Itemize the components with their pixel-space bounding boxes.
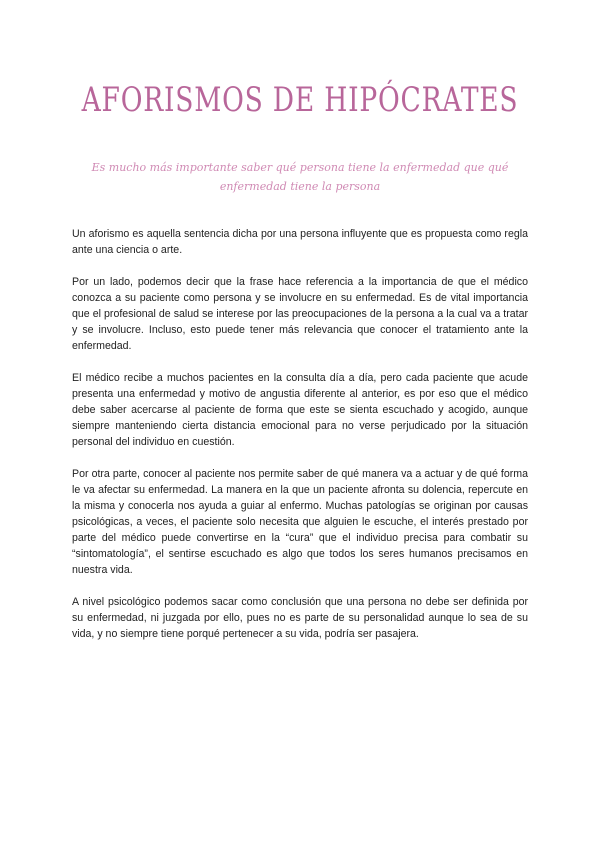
paragraph: Por un lado, podemos decir que la frase hace referencia a la importancia de que el médico conozca a su paciente como persona y se involucre en su enfermedad. Es de vital importancia que el profesional de salud se interese por las preocupaciones de la persona a la cual va a tratar y se involucre. Incluso, esto puede tener más relevancia que conocer el tratamiento ante la enfermedad.: [72, 276, 528, 352]
document-title: AFORISMOS DE HIPÓCRATES: [81, 80, 519, 120]
document-body: [72, 226, 528, 658]
document-subtitle: Es mucho más importante saber qué persona tiene la enfermedad que qué enfermedad tiene la persona: [91, 161, 509, 193]
paragraph: A nivel psicológico podemos sacar como conclusión que una persona no debe ser definida por su enfermedad, ni juzgada por ello, pues no es parte de su personalidad aunque lo sea de su vida, y no siempre tiene porqué pertenecer a su vida, podría ser pasajera.: [72, 596, 528, 640]
paragraph: El médico recibe a muchos pacientes en la consulta día a día, pero cada paciente que acude presenta una enfermedad y motivo de angustia diferente al anterior, es por eso que el médico debe saber acercarse al paciente de forma que este se sienta escuchado y acogido, aunque siempre manteniendo cierta distancia emocional para no verse perjudicado por la situación personal del individuo en cuestión.: [72, 372, 528, 448]
paragraph: Por otra parte, conocer al paciente nos permite saber de qué manera va a actuar y de qué forma le va afectar su enfermedad. La manera en la que un paciente afronta su dolencia, repercute en la misma y conocerla nos ayuda a guiar al enfermo. Muchas patologías se originan por causas psicológicas, a veces, el paciente solo necesita que alguien le escuche, el interés prestado por parte del médico puede convertirse en la “cura” que el individuo precisa para combatir su “sintomatología”, el sentirse escuchado es algo que todos los seres humanos precisamos en nuestra vida.: [72, 468, 528, 576]
paragraph: Un aforismo es aquella sentencia dicha por una persona influyente que es propuesta como regla ante una ciencia o arte.: [72, 228, 528, 256]
